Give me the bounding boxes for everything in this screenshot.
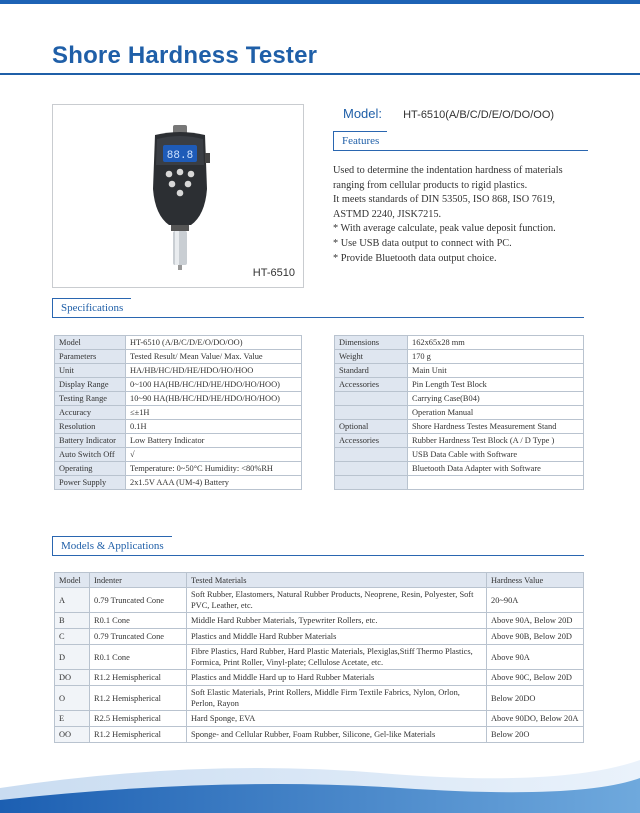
models-heading: Models & Applications <box>52 536 172 555</box>
spec-value: USB Data Cable with Software <box>408 448 584 462</box>
spec-value: Temperature: 0~50°C Humidity: <80%RH <box>126 462 302 476</box>
spec-value: √ <box>126 448 302 462</box>
spec-label: Model <box>55 336 126 350</box>
spec-label: Power Supply <box>55 476 126 490</box>
table-row <box>55 588 584 613</box>
product-photo <box>52 104 304 288</box>
spec-label: Weight <box>335 350 408 364</box>
spec-value: Bluetooth Data Adapter with Software <box>408 462 584 476</box>
spec-label: Accessories <box>335 434 408 448</box>
spec-row <box>335 476 584 490</box>
table-row <box>55 670 584 686</box>
device-display: 88.8 <box>166 150 194 162</box>
spec-value: 10~90 HA(HB/HC/HD/HE/HDO/HO/HOO) <box>126 392 302 406</box>
spec-label: Operating <box>55 462 126 476</box>
indenter-cell: 0.79 Truncated Cone <box>90 588 187 613</box>
indenter-cell: R2.5 Hemispherical <box>90 711 187 727</box>
spec-row <box>55 392 302 406</box>
col-header-indenter: Indenter <box>90 573 187 588</box>
spec-row <box>335 448 584 462</box>
spec-label: Battery Indicator <box>55 434 126 448</box>
spec-row <box>55 378 302 392</box>
feature-line: * With average calculate, peak value deposit function. <box>333 223 556 235</box>
model-cell: OO <box>55 727 90 743</box>
spec-value: Rubber Hardness Test Block (A / D Type ) <box>408 434 584 448</box>
spec-row <box>55 476 302 490</box>
spec-value: ≤±1H <box>126 406 302 420</box>
spec-value: HT-6510 (A/B/C/D/E/O/DO/OO) <box>126 336 302 350</box>
spec-value: 170 g <box>408 350 584 364</box>
model-value: HT-6510(A/B/C/D/E/O/DO/OO) <box>403 109 555 121</box>
title-divider <box>0 73 640 75</box>
features-rule <box>333 150 588 151</box>
spec-row <box>55 448 302 462</box>
spec-value: 2x1.5V AAA (UM-4) Battery <box>126 476 302 490</box>
top-accent-bar <box>0 0 640 4</box>
spec-label: Dimensions <box>335 336 408 350</box>
materials-cell: Soft Elastic Materials, Print Rollers, Middle Firm Textile Fabrics, Nylon, Orlon, Perlon, Rayon <box>187 686 487 711</box>
spec-row <box>335 350 584 364</box>
spec-row <box>55 364 302 378</box>
indenter-cell: R0.1 Cone <box>90 645 187 670</box>
spec-label: Resolution <box>55 420 126 434</box>
spec-row <box>55 336 302 350</box>
hardness-cell: Above 90A, Below 20D <box>487 613 584 629</box>
specs-table-right <box>334 335 584 490</box>
table-row <box>55 711 584 727</box>
spec-label <box>335 462 408 476</box>
models-rule <box>52 555 584 556</box>
hardness-cell: Above 90DO, Below 20A <box>487 711 584 727</box>
spec-label: Standard <box>335 364 408 378</box>
materials-cell: Plastics and Middle Hard Rubber Materials <box>187 629 487 645</box>
specifications-heading: Specifications <box>52 298 131 317</box>
hardness-tester-image <box>53 105 303 287</box>
feature-line: It meets standards of DIN 53505, ISO 868, ISO 7619, <box>333 194 555 206</box>
features-text <box>333 164 603 266</box>
models-header-row <box>55 573 584 588</box>
spec-label: Optional <box>335 420 408 434</box>
col-header-model: Model <box>55 573 90 588</box>
table-row <box>55 629 584 645</box>
indenter-cell: R0.1 Cone <box>90 613 187 629</box>
photo-caption: HT-6510 <box>252 267 295 279</box>
materials-cell: Plastics and Middle Hard up to Hard Rubber Materials <box>187 670 487 686</box>
spec-label <box>335 448 408 462</box>
materials-cell: Fibre Plastics, Hard Rubber, Hard Plastic Materials, Plexiglas,Stiff Thermo Plastics, Formica, Print Roller, Vinyl-plate; Cellulose Acetate, etc. <box>187 645 487 670</box>
indenter-cell: R1.2 Hemispherical <box>90 686 187 711</box>
spec-label: Auto Switch Off <box>55 448 126 462</box>
spec-row <box>55 420 302 434</box>
table-row <box>55 613 584 629</box>
spec-row <box>55 350 302 364</box>
spec-value: 162x65x28 mm <box>408 336 584 350</box>
bottom-wave-decoration <box>0 748 640 813</box>
spec-label: Unit <box>55 364 126 378</box>
feature-line: * Use USB data output to connect with PC. <box>333 237 512 249</box>
feature-line: ASTMD 2240, JISK7215. <box>333 208 442 220</box>
spec-label <box>335 476 408 490</box>
indenter-cell: R1.2 Hemispherical <box>90 727 187 743</box>
hardness-cell: Below 20O <box>487 727 584 743</box>
spec-value: Main Unit <box>408 364 584 378</box>
spec-label: Accuracy <box>55 406 126 420</box>
spec-value: Operation Manual <box>408 406 584 420</box>
specifications-rule <box>52 317 584 318</box>
hardness-cell: Above 90C, Below 20D <box>487 670 584 686</box>
model-line <box>343 106 554 121</box>
spec-row <box>335 462 584 476</box>
spec-label <box>335 406 408 420</box>
spec-label: Display Range <box>55 378 126 392</box>
spec-row <box>335 392 584 406</box>
spec-row <box>55 434 302 448</box>
spec-row <box>55 462 302 476</box>
spec-label: Parameters <box>55 350 126 364</box>
model-label: Model: <box>343 106 383 121</box>
materials-cell: Hard Sponge, EVA <box>187 711 487 727</box>
feature-line: ranging from cellular products to rigid plastics. <box>333 179 528 191</box>
specs-table-left <box>54 335 302 490</box>
table-row <box>55 686 584 711</box>
indenter-cell: R1.2 Hemispherical <box>90 670 187 686</box>
table-row <box>55 645 584 670</box>
spec-row <box>335 420 584 434</box>
model-cell: A <box>55 588 90 613</box>
materials-cell: Soft Rubber, Elastomers, Natural Rubber Products, Neoprene, Resin, Polyester, Soft PVC, Leather, etc. <box>187 588 487 613</box>
feature-line: Used to determine the indentation hardness of materials <box>333 165 563 176</box>
hardness-cell: Above 90A <box>487 645 584 670</box>
table-row <box>55 727 584 743</box>
spec-value: Shore Hardness Testes Measurement Stand <box>408 420 584 434</box>
spec-value: 0~100 HA(HB/HC/HD/HE/HDO/HO/HOO) <box>126 378 302 392</box>
col-header-materials: Tested Materials <box>187 573 487 588</box>
spec-value: Pin Length Test Block <box>408 378 584 392</box>
spec-label <box>335 392 408 406</box>
hardness-cell: 20~90A <box>487 588 584 613</box>
spec-value <box>408 476 584 490</box>
spec-value: HA/HB/HC/HD/HE/HDO/HO/HOO <box>126 364 302 378</box>
features-heading: Features <box>333 131 387 150</box>
hardness-cell: Below 20DO <box>487 686 584 711</box>
model-cell: B <box>55 613 90 629</box>
spec-row <box>335 336 584 350</box>
spec-value: Carrying Case(B04) <box>408 392 584 406</box>
model-cell: C <box>55 629 90 645</box>
spec-row <box>335 434 584 448</box>
materials-cell: Middle Hard Rubber Materials, Typewriter Rollers, etc. <box>187 613 487 629</box>
spec-value: Low Battery Indicator <box>126 434 302 448</box>
model-cell: DO <box>55 670 90 686</box>
col-header-hardness: Hardness Value <box>487 573 584 588</box>
spec-row <box>55 406 302 420</box>
indenter-cell: 0.79 Truncated Cone <box>90 629 187 645</box>
spec-row <box>335 378 584 392</box>
materials-cell: Sponge- and Cellular Rubber, Foam Rubber, Silicone, Gel-like Materials <box>187 727 487 743</box>
spec-row <box>335 406 584 420</box>
spec-label: Accessories <box>335 378 408 392</box>
model-cell: O <box>55 686 90 711</box>
models-table <box>54 572 584 743</box>
feature-line: * Provide Bluetooth data output choice. <box>333 252 497 264</box>
spec-label: Testing Range <box>55 392 126 406</box>
spec-value: Tested Result/ Mean Value/ Max. Value <box>126 350 302 364</box>
model-cell: D <box>55 645 90 670</box>
spec-value: 0.1H <box>126 420 302 434</box>
page-title: Shore Hardness Tester <box>52 42 318 69</box>
spec-row <box>335 364 584 378</box>
model-cell: E <box>55 711 90 727</box>
hardness-cell: Above 90B, Below 20D <box>487 629 584 645</box>
